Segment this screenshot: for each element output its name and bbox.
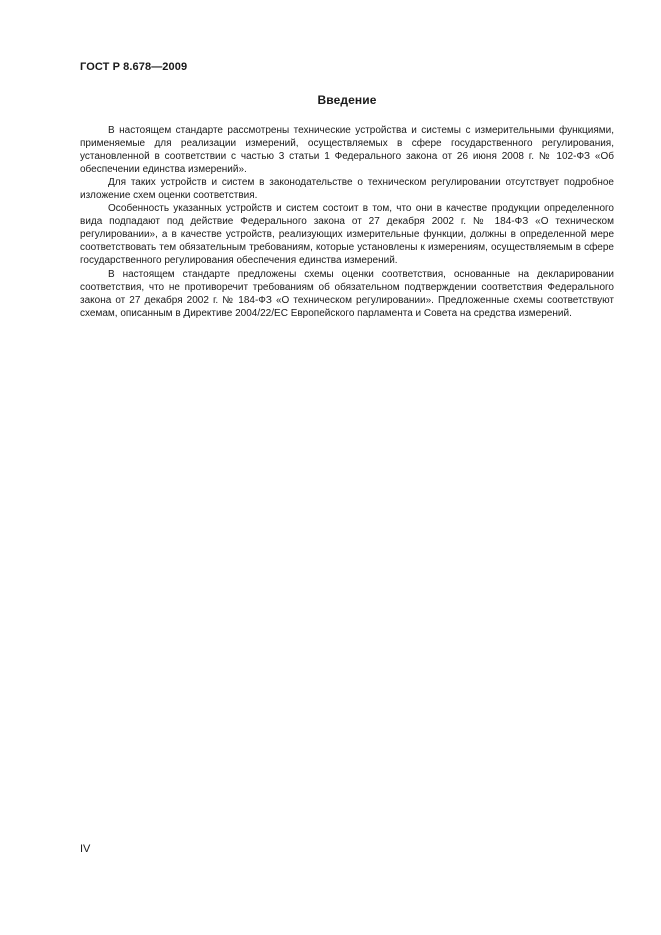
document-code: ГОСТ Р 8.678—2009 — [80, 61, 188, 73]
paragraph: Для таких устройств и систем в законодательстве о техническом регулировании отсутствует подробное изложение схем оценки соответствия. — [80, 177, 614, 202]
paragraph: В настоящем стандарте рассмотрены технические устройства и системы с измерительными функциями, применяемые для реализации измерений, осуществляемых в сфере государственного регулирования, установленной в соответствии с частью 3 статьи 1 Федерального закона от 26 июня 2008 г. № 102-ФЗ «Об обеспечении единства измерений». — [80, 125, 614, 176]
paragraph: Особенность указанных устройств и систем состоит в том, что они в качестве продукции определенного вида подпадают под действие Федерального закона от 27 декабря 2002 г. № 184-ФЗ «О техническом регулировании», а в качестве устройств, реализующих измерительные функции, должны в определенной мере соответствовать тем обязательным требованиям, которые установлены к измерениям, осуществляемым в сфере государственного регулирования обеспечения единства измерений. — [80, 203, 614, 267]
page-number: IV — [80, 843, 91, 855]
body-text — [80, 124, 614, 320]
paragraph: В настоящем стандарте предложены схемы оценки соответствия, основанные на декларировании соответствия, что не противоречит требованиям об обязательном подтверждении соответствия Федерального закона от 27 декабря 2002 г. № 184-ФЗ «О техническом регулировании». Предложенные схемы соответствуют схемам, описанным в Директиве 2004/22/ЕС Европейского парламента и Совета на средства измерений. — [80, 268, 614, 319]
section-title: Введение — [317, 93, 377, 107]
